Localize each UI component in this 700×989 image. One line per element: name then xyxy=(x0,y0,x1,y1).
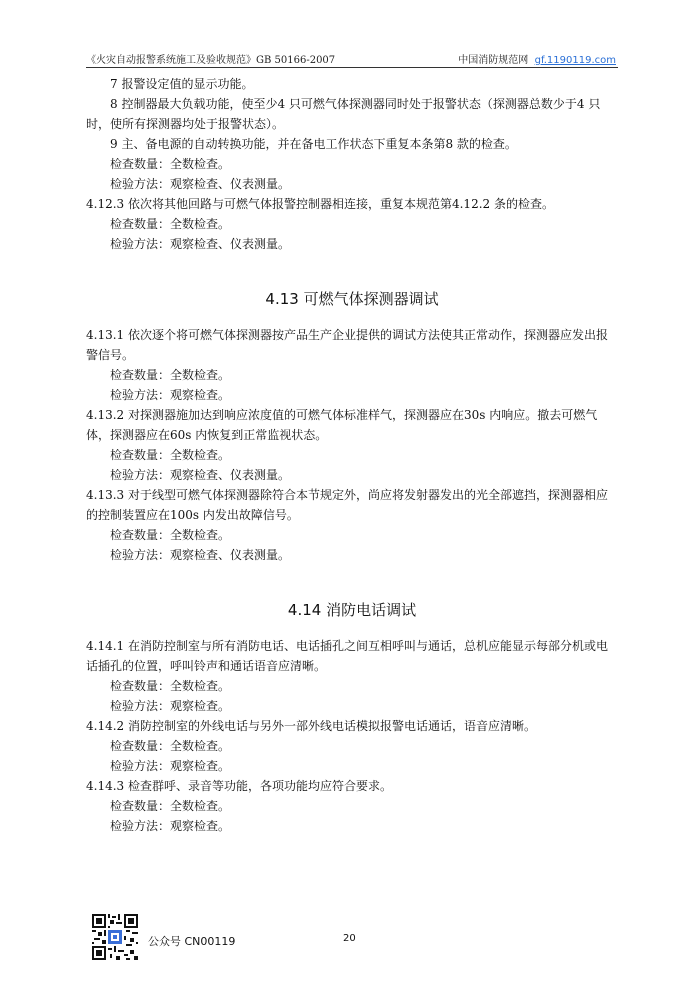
page-header xyxy=(86,50,618,68)
header-site-name: 中国消防规范网 xyxy=(458,55,529,66)
check-quantity: 检查数量：全数检查。 xyxy=(110,679,231,693)
check-method: 检验方法：观察检查、仪表测量。 xyxy=(110,177,291,191)
check-method: 检验方法：观察检查。 xyxy=(110,759,231,773)
check-method: 检验方法：观察检查、仪表测量。 xyxy=(110,237,291,251)
qr-code-icon xyxy=(92,914,138,960)
check-method: 检验方法：观察检查。 xyxy=(110,388,231,402)
clause-4-14-1: 4.14.1 在消防控制室与所有消防电话、电话插孔之间互相呼叫与通话，总机应能显示每部分机或电话插孔的位置，呼叫铃声和通话语音应清晰。 xyxy=(86,639,608,673)
check-quantity: 检查数量：全数检查。 xyxy=(110,739,231,753)
check-quantity: 检查数量：全数检查。 xyxy=(110,217,231,231)
check-quantity: 检查数量：全数检查。 xyxy=(110,448,231,462)
section-title-4-13: 4.13 可燃气体探测器调试 xyxy=(265,290,439,308)
check-method: 检验方法：观察检查、仪表测量。 xyxy=(110,468,291,482)
clause-4-12-3: 4.12.3 依次将其他回路与可燃气体报警控制器相连接，重复本规范第4.12.2 条的检查。 xyxy=(86,197,554,211)
check-quantity: 检查数量：全数检查。 xyxy=(110,157,231,171)
check-method: 检验方法：观察检查、仪表测量。 xyxy=(110,548,291,562)
clause-4-14-3: 4.14.3 检查群呼、录音等功能，各项功能均应符合要求。 xyxy=(86,779,392,793)
item-7: 7 报警设定值的显示功能。 xyxy=(110,77,254,91)
clause-4-14-2: 4.14.2 消防控制室的外线电话与另外一部外线电话模拟报警电话通话，语音应清晰。 xyxy=(86,719,536,733)
clause-4-13-1: 4.13.1 依次逐个将可燃气体探测器按产品生产企业提供的调试方法使其正常动作，探测器应发出报警信号。 xyxy=(86,328,608,362)
footer-account: 公众号 CN00119 xyxy=(148,935,236,948)
section-title-4-14: 4.14 消防电话调试 xyxy=(287,601,417,619)
header-site xyxy=(458,51,616,66)
header-title: 《火灾自动报警系统施工及验收规范》GB 50166-2007 xyxy=(86,55,336,66)
header-url-link[interactable]: gf.1190119.com xyxy=(534,55,616,66)
clause-4-13-2: 4.13.2 对探测器施加达到响应浓度值的可燃气体标准样气，探测器应在30s 内响应。撤去可燃气体，探测器应在60s 内恢复到正常监视状态。 xyxy=(86,408,598,442)
clause-4-13-3: 4.13.3 对于线型可燃气体探测器除符合本节规定外，尚应将发射器发出的光全部遮挡，探测器相应的控制装置应在100s 内发出故障信号。 xyxy=(86,488,608,522)
check-quantity: 检查数量：全数检查。 xyxy=(110,368,231,382)
page-number: 20 xyxy=(343,933,356,944)
item-9: 9 主、备电源的自动转换功能，并在备电工作状态下重复本条第8 款的检查。 xyxy=(110,137,517,151)
check-method: 检验方法：观察检查。 xyxy=(110,819,231,833)
check-quantity: 检查数量：全数检查。 xyxy=(110,799,231,813)
item-8: 8 控制器最大负载功能，使至少4 只可燃气体探测器同时处于报警状态（探测器总数少于4 只时，使所有探测器均处于报警状态）。 xyxy=(86,97,601,131)
check-method: 检验方法：观察检查。 xyxy=(110,699,231,713)
page-body xyxy=(86,74,618,836)
check-quantity: 检查数量：全数检查。 xyxy=(110,528,231,542)
